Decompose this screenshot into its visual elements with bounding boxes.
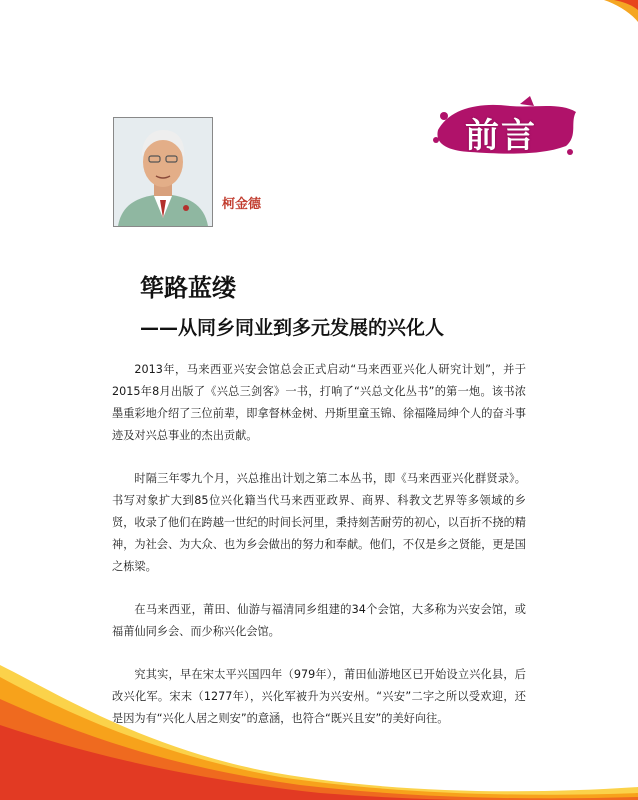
paragraph: 在马来西亚，莆田、仙游与福清同乡组建的34个会馆，大多称为兴安会馆，或福莆仙同乡会、而少称兴化会馆。 (112, 603, 526, 638)
author-photo (113, 117, 213, 227)
paragraph: 究其实，早在宋太平兴国四年（979年），莆田仙游地区已开始设立兴化县，后改兴化军。宋末（1277年），兴化军被升为兴安州。“兴安”二字之所以受欢迎，还是因为有“兴化人居之则安”的意涵，也符合“既兴且安”的美好向往。 (112, 668, 526, 725)
preface-badge: 前言 (465, 116, 537, 156)
paragraph: 2013年，马来西亚兴安会馆总会正式启动“马来西亚兴化人研究计划”，并于2015年8月出版了《兴总三剑客》一书，打响了“兴总文化丛书”的第一炮。该书浓墨重彩地介绍了三位前辈，即拿督林金树、丹斯里童玉锦、徐福隆局绅个人的奋斗事迹及对兴总事业的杰出贡献。 (112, 363, 526, 442)
paragraph: 时隔三年零九个月，兴总推出计划之第二本丛书，即《马来西亚兴化群贤录》。书写对象扩大到85位兴化籍当代马来西亚政界、商界、科教文艺界等多领域的乡贤，收录了他们在跨越一世纪的时间长河里，秉持刻苦耐劳的初心，以百折不挠的精神，为社会、为大众、也为乡会做出的努力和奉献。他们，不仅是乡之贤能，更是国之栋梁。 (112, 472, 526, 573)
decorative-swoosh (0, 655, 638, 800)
page-title: 筚路蓝缕 (140, 274, 236, 302)
corner-accent (604, 0, 638, 22)
author-name: 柯金德 (222, 197, 262, 212)
page-subtitle: ——从同乡同业到多元发展的兴化人 (140, 317, 445, 339)
